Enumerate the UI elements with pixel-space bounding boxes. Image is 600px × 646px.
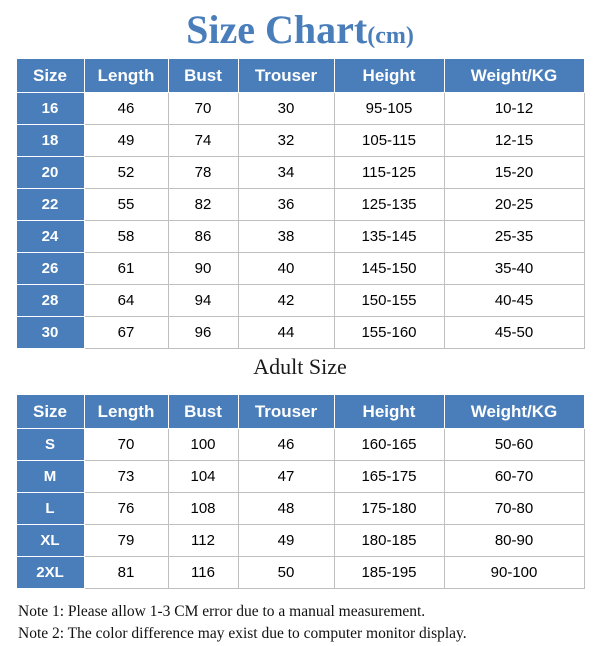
table-row [16, 125, 584, 157]
cell-weight: 10-12 [444, 93, 584, 125]
column-header-bust: Bust [168, 395, 238, 429]
adult-size-table-wrap [0, 394, 600, 589]
column-header-bust: Bust [168, 59, 238, 93]
cell-trouser: 46 [238, 429, 334, 461]
cell-weight: 15-20 [444, 157, 584, 189]
cell-height: 135-145 [334, 221, 444, 253]
cell-length: 81 [84, 557, 168, 589]
column-header-length: Length [84, 395, 168, 429]
cell-height: 115-125 [334, 157, 444, 189]
cell-trouser: 49 [238, 525, 334, 557]
table-row [16, 317, 584, 349]
cell-length: 52 [84, 157, 168, 189]
table-row [16, 253, 584, 285]
adult-size-table [16, 394, 585, 589]
table-row [16, 461, 584, 493]
cell-bust: 104 [168, 461, 238, 493]
cell-trouser: 50 [238, 557, 334, 589]
adult-size-label: Adult Size [253, 354, 347, 379]
cell-height: 180-185 [334, 525, 444, 557]
cell-size: 22 [16, 189, 84, 221]
cell-length: 49 [84, 125, 168, 157]
table-row [16, 285, 584, 317]
cell-length: 55 [84, 189, 168, 221]
page-title [0, 0, 600, 50]
cell-size: 28 [16, 285, 84, 317]
table-row [16, 189, 584, 221]
cell-size: 20 [16, 157, 84, 189]
cell-size: 24 [16, 221, 84, 253]
cell-height: 155-160 [334, 317, 444, 349]
table-row [16, 429, 584, 461]
cell-size: M [16, 461, 84, 493]
cell-weight: 12-15 [444, 125, 584, 157]
cell-height: 95-105 [334, 93, 444, 125]
column-header-height: Height [334, 59, 444, 93]
cell-bust: 74 [168, 125, 238, 157]
table-header-row [16, 59, 584, 93]
cell-trouser: 40 [238, 253, 334, 285]
cell-size: S [16, 429, 84, 461]
cell-length: 61 [84, 253, 168, 285]
cell-weight: 70-80 [444, 493, 584, 525]
cell-bust: 70 [168, 93, 238, 125]
cell-trouser: 38 [238, 221, 334, 253]
cell-bust: 112 [168, 525, 238, 557]
column-header-weight: Weight/KG [444, 59, 584, 93]
cell-weight: 80-90 [444, 525, 584, 557]
cell-length: 64 [84, 285, 168, 317]
cell-size: 26 [16, 253, 84, 285]
cell-height: 125-135 [334, 189, 444, 221]
cell-trouser: 30 [238, 93, 334, 125]
cell-trouser: 36 [238, 189, 334, 221]
column-header-trouser: Trouser [238, 59, 334, 93]
page-title-main: Size Chart [186, 7, 368, 52]
cell-size: L [16, 493, 84, 525]
cell-trouser: 44 [238, 317, 334, 349]
cell-length: 58 [84, 221, 168, 253]
cell-bust: 116 [168, 557, 238, 589]
column-header-size: Size [16, 59, 84, 93]
table-row [16, 493, 584, 525]
cell-height: 185-195 [334, 557, 444, 589]
page-title-unit: (cm) [367, 23, 414, 49]
cell-height: 145-150 [334, 253, 444, 285]
cell-weight: 60-70 [444, 461, 584, 493]
cell-weight: 40-45 [444, 285, 584, 317]
note-1: Note 1: Please allow 1-3 CM error due to a manual measurement. [18, 603, 426, 620]
cell-weight: 20-25 [444, 189, 584, 221]
cell-weight: 35-40 [444, 253, 584, 285]
table-row [16, 93, 584, 125]
column-header-weight: Weight/KG [444, 395, 584, 429]
cell-weight: 50-60 [444, 429, 584, 461]
cell-trouser: 42 [238, 285, 334, 317]
cell-length: 70 [84, 429, 168, 461]
cell-weight: 45-50 [444, 317, 584, 349]
note-2: Note 2: The color difference may exist due to computer monitor display. [18, 625, 467, 643]
notes-section [0, 601, 600, 646]
column-header-length: Length [84, 59, 168, 93]
cell-length: 73 [84, 461, 168, 493]
cell-height: 175-180 [334, 493, 444, 525]
cell-size: 30 [16, 317, 84, 349]
cell-bust: 96 [168, 317, 238, 349]
cell-size: 2XL [16, 557, 84, 589]
cell-trouser: 34 [238, 157, 334, 189]
kids-size-table-wrap [0, 58, 600, 349]
cell-height: 105-115 [334, 125, 444, 157]
cell-height: 150-155 [334, 285, 444, 317]
cell-length: 76 [84, 493, 168, 525]
cell-length: 46 [84, 93, 168, 125]
table-header-row [16, 395, 584, 429]
kids-size-table [16, 58, 585, 349]
table-row [16, 221, 584, 253]
cell-height: 165-175 [334, 461, 444, 493]
cell-weight: 25-35 [444, 221, 584, 253]
cell-size: 18 [16, 125, 84, 157]
cell-bust: 90 [168, 253, 238, 285]
column-header-size: Size [16, 395, 84, 429]
cell-trouser: 48 [238, 493, 334, 525]
table-row [16, 557, 584, 589]
cell-size: XL [16, 525, 84, 557]
column-header-trouser: Trouser [238, 395, 334, 429]
cell-bust: 82 [168, 189, 238, 221]
cell-bust: 108 [168, 493, 238, 525]
column-header-height: Height [334, 395, 444, 429]
cell-bust: 94 [168, 285, 238, 317]
cell-trouser: 32 [238, 125, 334, 157]
cell-weight: 90-100 [444, 557, 584, 589]
table-row [16, 157, 584, 189]
cell-length: 67 [84, 317, 168, 349]
cell-height: 160-165 [334, 429, 444, 461]
cell-bust: 78 [168, 157, 238, 189]
cell-length: 79 [84, 525, 168, 557]
cell-size: 16 [16, 93, 84, 125]
table-row [16, 525, 584, 557]
cell-trouser: 47 [238, 461, 334, 493]
cell-bust: 100 [168, 429, 238, 461]
cell-bust: 86 [168, 221, 238, 253]
